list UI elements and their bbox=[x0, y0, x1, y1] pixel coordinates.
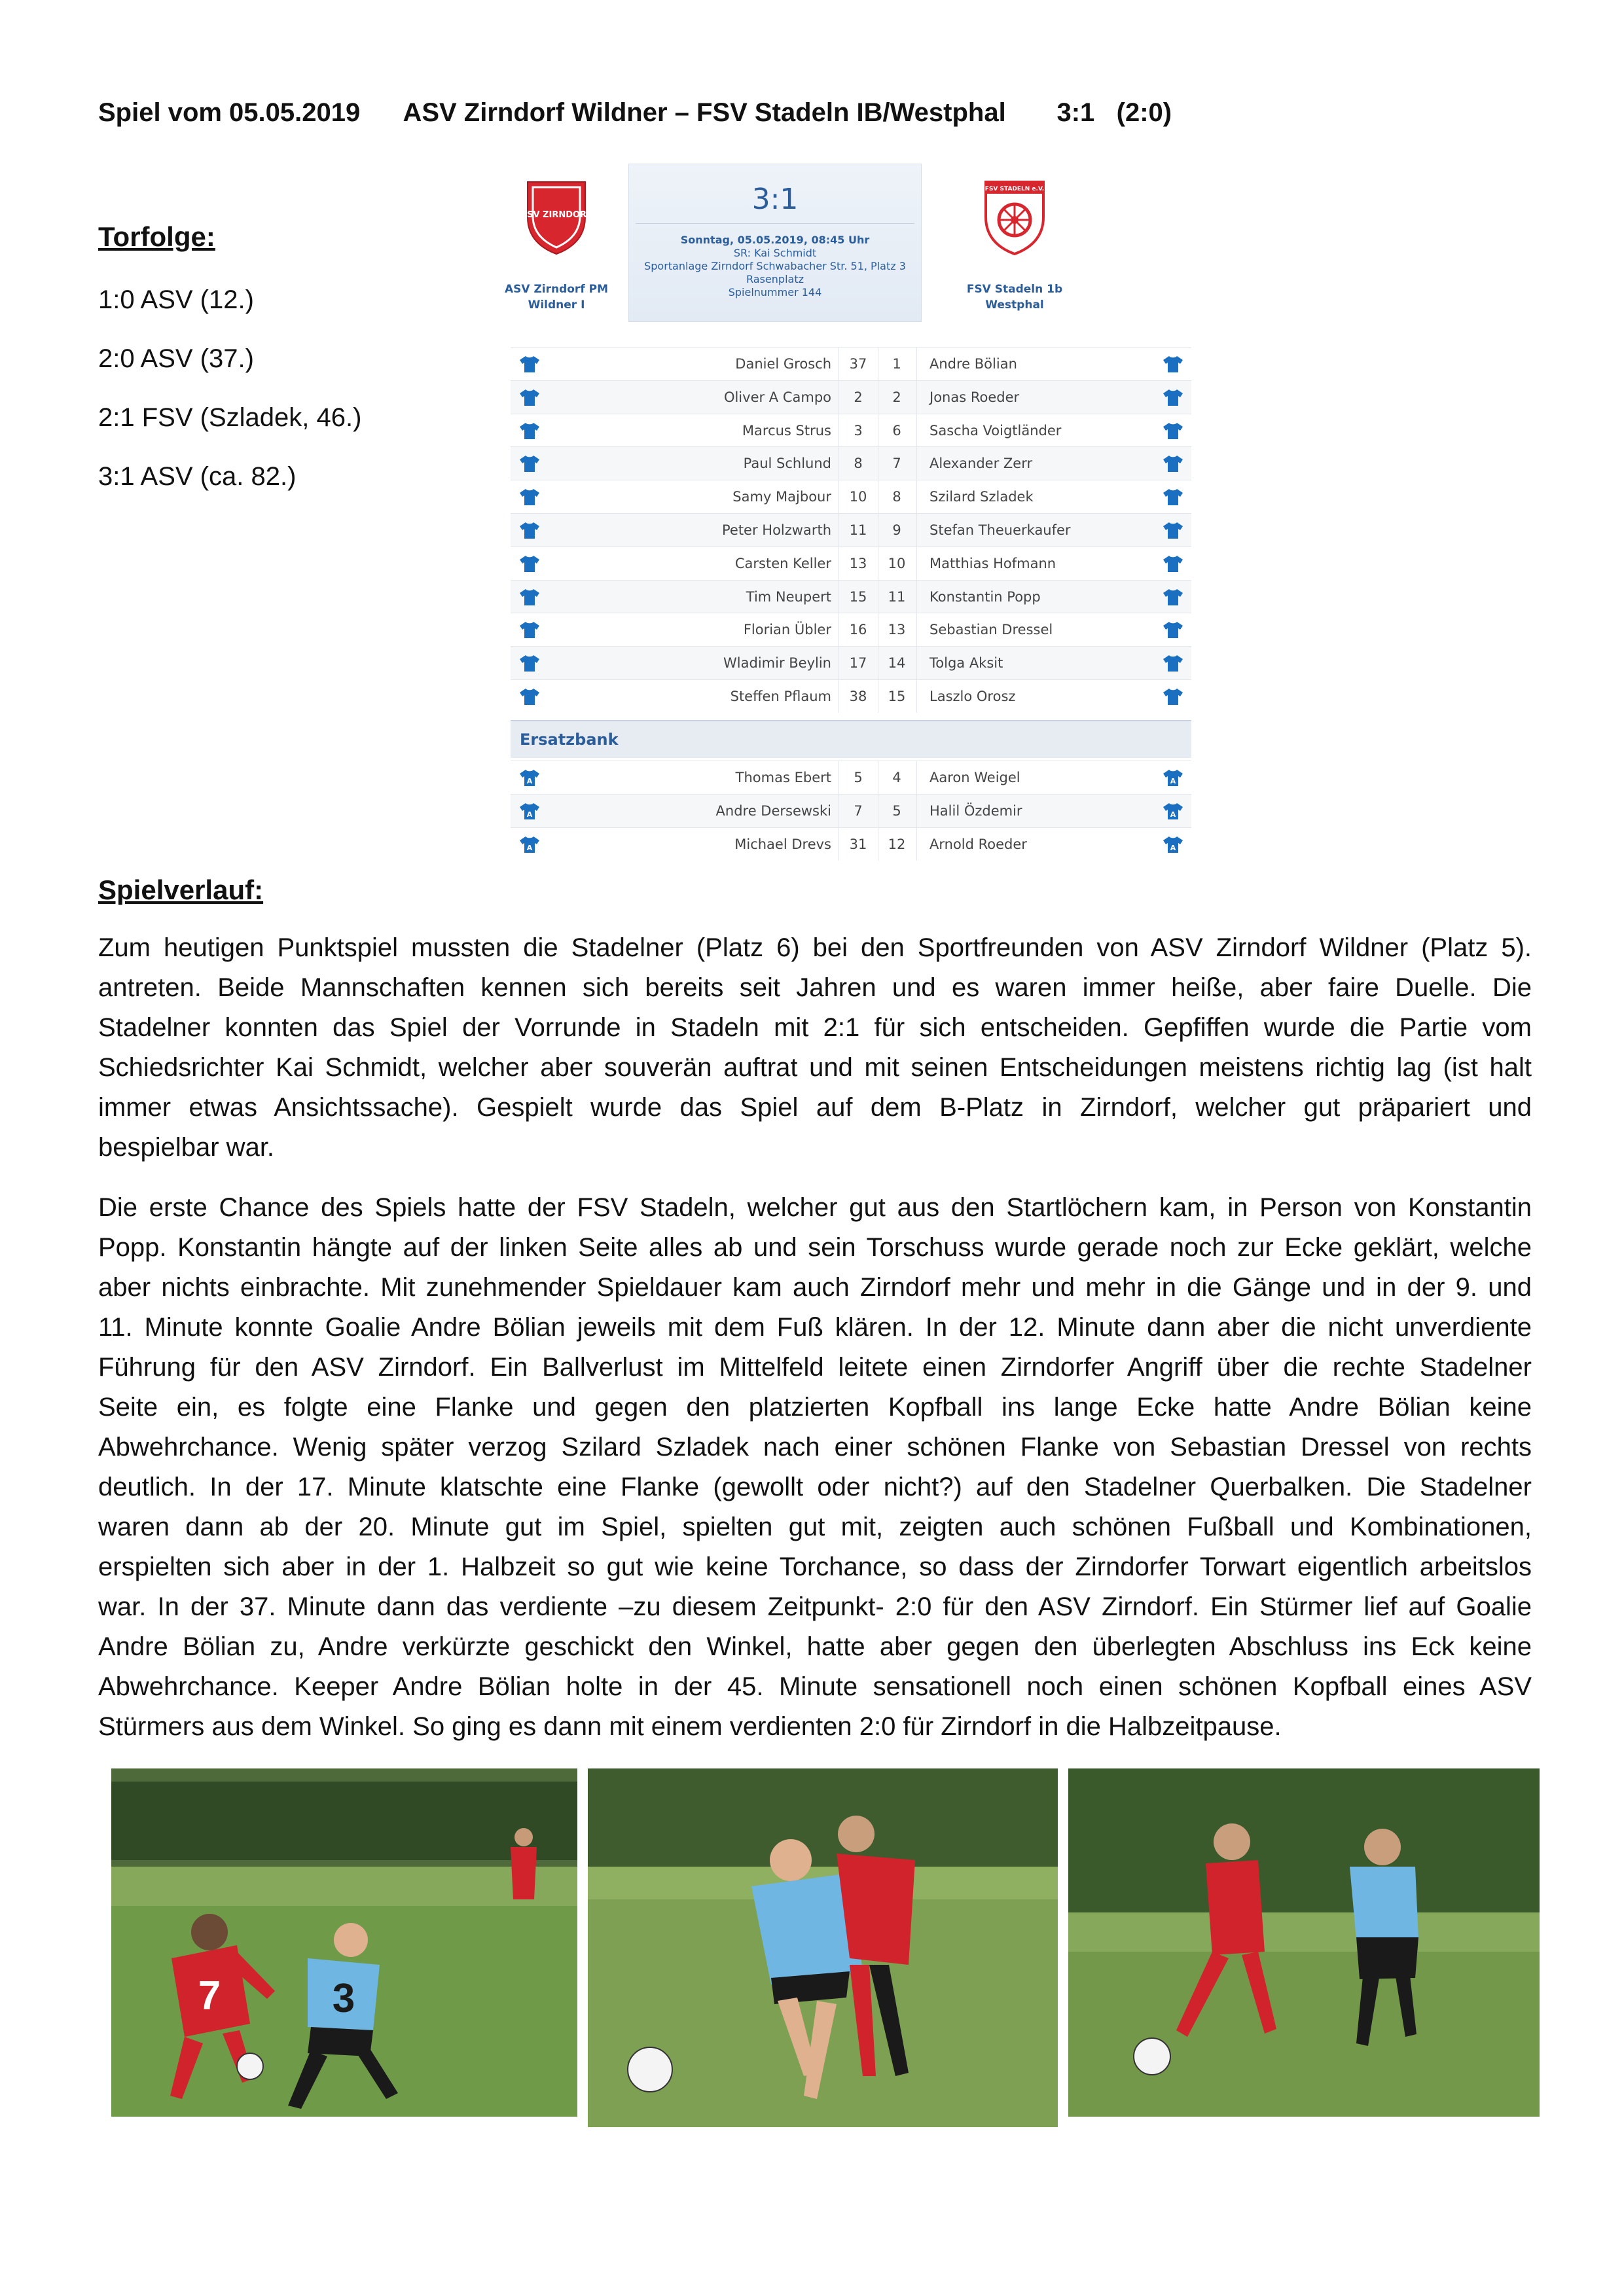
away-player-name: Jonas Roeder bbox=[929, 389, 1020, 405]
home-player-number: 10 bbox=[838, 480, 878, 513]
paragraph-line: 11. Minute konnte Goalie Andre Bölian jeweils mit dem Fuß klären. In der 12. Minute dann aber die nicht unverdiente bbox=[98, 1313, 1532, 1342]
home-player-name: Peter Holzwarth bbox=[721, 522, 831, 538]
shirt-icon bbox=[518, 422, 541, 440]
paragraph-line: Stadelner konnten das Spiel der Vorrunde in Stadeln mit 2:1 für sich entscheiden. Gepfiffen wurde die Partie vom bbox=[98, 1013, 1532, 1042]
substitute-row bbox=[511, 827, 1191, 861]
away-player-number: 11 bbox=[877, 581, 917, 613]
lineup-row bbox=[511, 613, 1191, 646]
shirt-icon bbox=[1162, 388, 1184, 406]
shirt-icon bbox=[518, 687, 541, 706]
shirt-icon bbox=[518, 654, 541, 672]
away-team-name bbox=[943, 281, 1087, 313]
goal-item: 1:0 ASV (12.) bbox=[98, 285, 254, 314]
svg-text:A: A bbox=[1170, 810, 1176, 819]
shirt-icon bbox=[518, 554, 541, 573]
home-player-name: Tim Neupert bbox=[746, 588, 831, 605]
away-player-name: Sascha Voigtländer bbox=[929, 422, 1062, 439]
away-player-name: Halil Özdemir bbox=[929, 802, 1022, 819]
paragraph-line: deutlich. In der 17. Minute klatschte eine Flanke (gewollt oder nicht?) auf den Stadelner Querbalken. Die Stadelner bbox=[98, 1473, 1532, 1501]
goals-heading: Torfolge: bbox=[98, 221, 215, 252]
shirt-icon bbox=[518, 521, 541, 539]
away-player-name: Szilard Szladek bbox=[929, 489, 1034, 505]
lineup-row bbox=[511, 347, 1191, 380]
home-player-number: 8 bbox=[838, 447, 878, 480]
home-player-name: Wladimir Beylin bbox=[723, 655, 831, 672]
shirt-icon bbox=[1162, 422, 1184, 440]
shirt-icon bbox=[1162, 588, 1184, 606]
paragraph-line: immer etwas Ansichtssache). Gespielt wurde das Spiel auf dem B-Platz in Zirndorf, welcher gut präpariert und bbox=[98, 1093, 1532, 1122]
home-player-number: 3 bbox=[838, 414, 878, 447]
match-number: Spielnummer 144 bbox=[728, 286, 822, 298]
match-photo bbox=[588, 1768, 1058, 2127]
away-player-number: 5 bbox=[877, 795, 917, 827]
substitute-shirt-icon bbox=[1162, 802, 1184, 820]
lineup-row bbox=[511, 580, 1191, 613]
shirt-icon bbox=[1162, 554, 1184, 573]
home-player-name: Samy Majbour bbox=[732, 489, 831, 505]
home-player-name: Carsten Keller bbox=[734, 555, 831, 571]
jersey-number: 3 bbox=[332, 1976, 355, 2021]
home-crest-icon bbox=[524, 178, 589, 255]
lineup-row bbox=[511, 446, 1191, 480]
away-player-number: 1 bbox=[877, 348, 917, 380]
paragraph-line: Popp. Konstantin hängte auf der linken Seite alles ab und sein Torschuss wurde gerade noch zur Ecke geklärt, welche bbox=[98, 1233, 1532, 1262]
shirt-icon bbox=[1162, 521, 1184, 539]
away-player-number: 15 bbox=[877, 680, 917, 713]
paragraph-line: bespielbar war. bbox=[98, 1133, 275, 1162]
shirt-icon bbox=[1162, 355, 1184, 373]
final-score: 3:1 bbox=[751, 183, 799, 216]
away-player-name: Matthias Hofmann bbox=[929, 555, 1056, 571]
away-crest-text: FSV STADELN e.V. bbox=[984, 186, 1045, 192]
paragraph-line: antreten. Beide Mannschaften kennen sich bereits seit Jahren und es waren immer heiße, aber faire Duelle. Die bbox=[98, 973, 1532, 1002]
away-player-name: Konstantin Popp bbox=[929, 588, 1041, 605]
shirt-icon bbox=[1162, 687, 1184, 706]
shirt-icon bbox=[1162, 620, 1184, 639]
report-paragraph bbox=[98, 928, 1532, 1168]
home-player-name: Michael Drevs bbox=[734, 836, 831, 852]
shirt-icon bbox=[518, 588, 541, 606]
paragraph-line: Abwehrchance. Wenig später verzog Szilard Szladek nach einer schönen Flanke von Sebastian Dressel von rechts bbox=[98, 1433, 1532, 1462]
away-player-name: Tolga Aksit bbox=[929, 655, 1003, 672]
paragraph-line: Führung für den ASV Zirndorf. Ein Ballverlust im Mittelfeld leitete einen Zirndorfer Angriff über die rechte Stadelner bbox=[98, 1353, 1532, 1382]
away-player-number: 7 bbox=[877, 447, 917, 480]
substitute-shirt-icon bbox=[518, 802, 541, 820]
match-venue: Sportanlage Zirndorf Schwabacher Str. 51, Platz 3 bbox=[644, 260, 906, 272]
away-crest-icon bbox=[982, 178, 1047, 255]
substitute-row bbox=[511, 794, 1191, 827]
paragraph-line: war. In der 37. Minute dann das verdiente –zu diesem Zeitpunkt- 2:0 für den ASV Zirndorf. Ein Stürmer lief auf Goalie bbox=[98, 1592, 1532, 1621]
lineup-row bbox=[511, 414, 1191, 447]
substitute-row bbox=[511, 761, 1191, 794]
svg-text:A: A bbox=[526, 810, 533, 819]
player-figure bbox=[511, 1847, 537, 1899]
home-player-name: Marcus Strus bbox=[742, 422, 831, 439]
report-paragraph bbox=[98, 1188, 1532, 1747]
home-team-line: Wildner I bbox=[528, 298, 585, 312]
paragraph-line: Zum heutigen Punktspiel mussten die Stadelner (Platz 6) bei den Sportfreunden von ASV Zirndorf Wildner (Platz 5). bbox=[98, 933, 1532, 962]
home-player-name: Paul Schlund bbox=[743, 456, 831, 472]
home-player-number: 37 bbox=[838, 348, 878, 380]
ball-icon bbox=[628, 2047, 672, 2092]
home-player-number: 5 bbox=[838, 761, 878, 794]
home-player-name: Andre Dersewski bbox=[715, 802, 831, 819]
home-player-number: 13 bbox=[838, 547, 878, 580]
substitute-shirt-icon bbox=[518, 835, 541, 853]
home-player-name: Daniel Grosch bbox=[735, 356, 831, 372]
paragraph-line: Schiedsrichter Kai Schmidt, welcher aber souverän auftrat und mit seinen Entscheidungen meistens richtig lag (ist halt bbox=[98, 1053, 1532, 1082]
away-player-number: 12 bbox=[877, 828, 917, 861]
match-datetime: Sonntag, 05.05.2019, 08:45 Uhr bbox=[680, 234, 870, 246]
paragraph-line: aber nichts einbrachte. Mit zunehmender Spieldauer kam auch Zirndorf mehr und mehr in die Gänge und in der 9. und bbox=[98, 1273, 1532, 1302]
home-player-number: 31 bbox=[838, 828, 878, 861]
home-player-number: 16 bbox=[838, 613, 878, 646]
home-player-number: 15 bbox=[838, 581, 878, 613]
lineup-row bbox=[511, 679, 1191, 713]
substitute-shirt-icon bbox=[1162, 768, 1184, 787]
away-player-name: Alexander Zerr bbox=[929, 456, 1033, 472]
substitute-shirt-icon bbox=[518, 768, 541, 787]
match-photo bbox=[1068, 1768, 1540, 2117]
substitute-shirt-icon bbox=[1162, 835, 1184, 853]
lineup-row bbox=[511, 380, 1191, 414]
home-player-number: 38 bbox=[838, 680, 878, 713]
shirt-icon bbox=[518, 454, 541, 473]
bench-label: Ersatzbank bbox=[520, 730, 619, 749]
shirt-icon bbox=[1162, 454, 1184, 473]
paragraph-line: Die erste Chance des Spiels hatte der FSV Stadeln, welcher gut aus den Startlöchern kam, in Person von Konstantin bbox=[98, 1193, 1532, 1222]
paragraph-line: waren dann ab der 20. Minute gut im Spiel, spielten gut mit, zeigten auch schönen Fußball und Kombinationen, bbox=[98, 1513, 1532, 1541]
paragraph-line: Seite ein, es folgte eine Flanke und gegen den platzierten Kopfball ins lange Ecke hatte Andre Bölian keine bbox=[98, 1393, 1532, 1422]
lineup-row bbox=[511, 646, 1191, 679]
away-player-number: 4 bbox=[877, 761, 917, 794]
match-surface: Rasenplatz bbox=[746, 273, 804, 285]
svg-text:A: A bbox=[1170, 843, 1176, 852]
home-player-name: Steffen Pflaum bbox=[730, 689, 831, 704]
home-player-number: 2 bbox=[838, 381, 878, 414]
away-player-number: 8 bbox=[877, 480, 917, 513]
jersey-number: 7 bbox=[198, 1973, 221, 2018]
away-player-number: 2 bbox=[877, 381, 917, 414]
home-team-line: ASV Zirndorf PM bbox=[504, 283, 609, 296]
away-player-number: 6 bbox=[877, 414, 917, 447]
home-player-name: Oliver A Campo bbox=[723, 389, 831, 405]
paragraph-line: erspielten sich aber in der 1. Halbzeit so gut wie keine Torchance, so dass der Zirndorfer Torwart eigentlich arbeitslos bbox=[98, 1552, 1532, 1581]
svg-text:A: A bbox=[526, 777, 533, 785]
away-player-name: Laszlo Orosz bbox=[929, 689, 1016, 704]
shirt-icon bbox=[518, 355, 541, 373]
goal-item: 3:1 ASV (ca. 82.) bbox=[98, 462, 297, 491]
home-crest-text: ASV ZIRNDORF bbox=[524, 210, 589, 220]
shirt-icon bbox=[518, 388, 541, 406]
divider bbox=[636, 223, 914, 224]
away-player-number: 14 bbox=[877, 647, 917, 679]
away-player-number: 13 bbox=[877, 613, 917, 646]
ball-icon bbox=[1134, 2038, 1170, 2075]
match-referee: SR: Kai Schmidt bbox=[733, 247, 817, 259]
shirt-icon bbox=[1162, 654, 1184, 672]
goal-item: 2:1 FSV (Szladek, 46.) bbox=[98, 403, 362, 432]
paragraph-line: Andre Bölian zu, Andre verkürzte geschickt den Winkel, hatte aber gegen den überlegten Abschluss ins Eck keine bbox=[98, 1632, 1532, 1661]
match-title: Spiel vom 05.05.2019 ASV Zirndorf Wildner – FSV Stadeln IB/Westphal 3:1 (2:0) bbox=[98, 98, 1172, 127]
bench-header bbox=[511, 720, 1191, 758]
away-player-name: Sebastian Dressel bbox=[929, 622, 1053, 638]
svg-text:A: A bbox=[1170, 777, 1176, 785]
lineup-row bbox=[511, 480, 1191, 513]
home-player-number: 17 bbox=[838, 647, 878, 679]
lineup-row bbox=[511, 547, 1191, 580]
home-player-name: Thomas Ebert bbox=[735, 770, 831, 785]
shirt-icon bbox=[1162, 488, 1184, 506]
home-player-number: 7 bbox=[838, 795, 878, 827]
paragraph-line: Stürmers aus dem Winkel. So ging es dann mit einem verdienten 2:0 für Zirndorf in die Halbzeitpause. bbox=[98, 1712, 1282, 1741]
away-player-number: 10 bbox=[877, 547, 917, 580]
away-team-line: FSV Stadeln 1b bbox=[966, 283, 1063, 296]
goal-item: 2:0 ASV (37.) bbox=[98, 344, 254, 373]
home-player-name: Florian Übler bbox=[743, 622, 831, 638]
ball-icon bbox=[237, 2053, 263, 2079]
away-player-name: Andre Bölian bbox=[929, 356, 1017, 372]
match-photo bbox=[111, 1768, 577, 2117]
away-player-name: Aaron Weigel bbox=[929, 770, 1020, 785]
lineup-row bbox=[511, 513, 1191, 547]
away-team-line: Westphal bbox=[985, 298, 1044, 312]
match-widget bbox=[497, 164, 1204, 864]
shirt-icon bbox=[518, 620, 541, 639]
away-player-name: Stefan Theuerkaufer bbox=[929, 522, 1071, 538]
paragraph-line: Abwehrchance. Keeper Andre Bölian holte in der 45. Minute sensationell noch einen schönen Kopfball eines ASV bbox=[98, 1672, 1532, 1701]
away-player-number: 9 bbox=[877, 514, 917, 547]
away-player-name: Arnold Roeder bbox=[929, 836, 1027, 852]
home-team-name bbox=[484, 281, 628, 313]
home-player-number: 11 bbox=[838, 514, 878, 547]
score-box bbox=[628, 164, 922, 322]
report-heading: Spielverlauf: bbox=[98, 874, 264, 905]
shirt-icon bbox=[518, 488, 541, 506]
svg-text:A: A bbox=[526, 843, 533, 852]
